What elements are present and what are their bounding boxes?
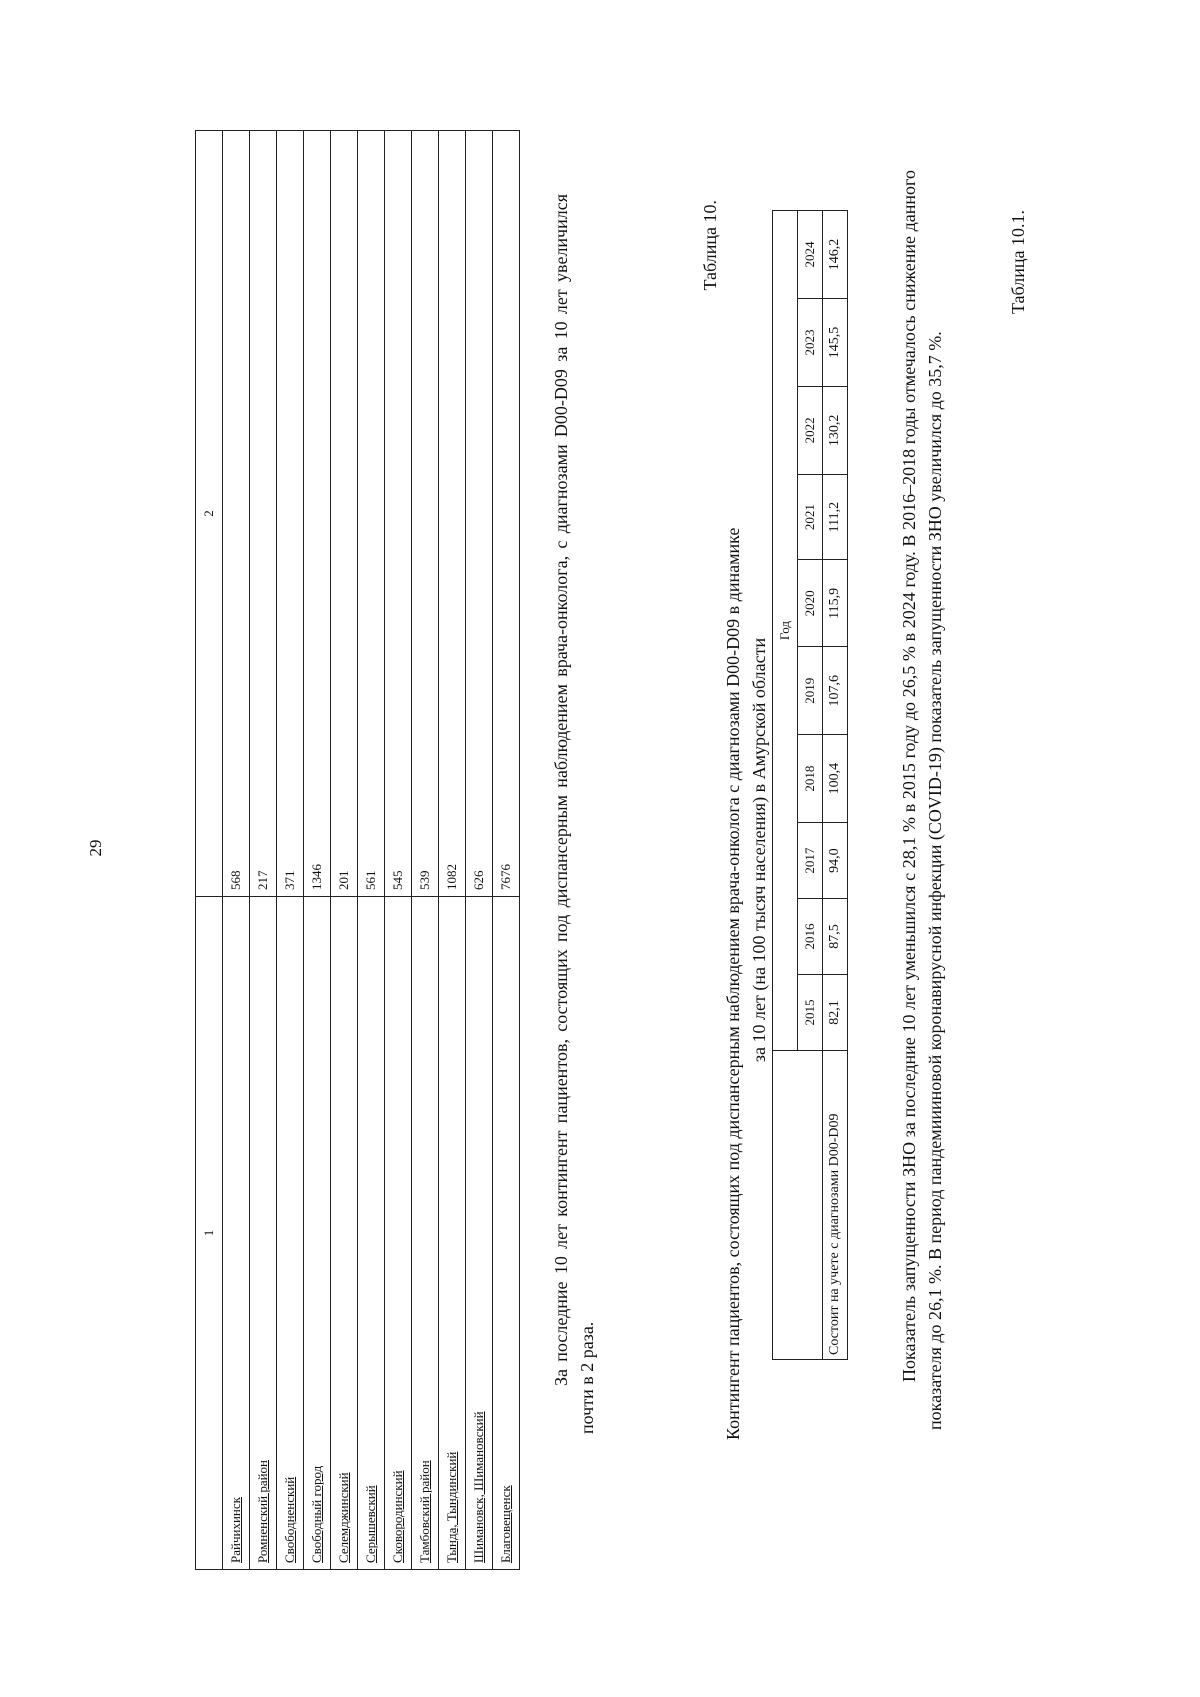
value-cell: 100,4 <box>823 735 848 823</box>
district-name: Шимановск, Шимановский <box>466 897 493 1570</box>
year-header-cell: 2017 <box>798 823 823 899</box>
column-header-2: 2 <box>196 131 223 897</box>
district-name: Ромненский район <box>250 897 277 1570</box>
district-name: Райчихинск <box>223 897 250 1570</box>
caption-line-2: за 10 лет (на 100 тысяч населения) в Амурской области <box>749 637 769 1063</box>
table-row <box>277 131 304 1570</box>
table-row <box>466 131 493 1570</box>
year-header-cell: 2024 <box>798 211 823 299</box>
rotated-page-content <box>160 130 1040 1570</box>
district-value: 539 <box>412 131 439 897</box>
district-name: Тында, Тындинский <box>439 897 466 1570</box>
year-header-cell: 2015 <box>798 975 823 1051</box>
district-name: Свободный город <box>304 897 331 1570</box>
table-row <box>385 131 412 1570</box>
year-dynamics-table <box>772 210 848 1360</box>
paragraph-patients-contingent: За последние 10 лет контингент пациентов, состоящих под диспансерным наблюдением врача-онколога, с диагнозами D00-D09 за 10 лет увеличился почти в 2 раза. <box>551 194 597 1434</box>
value-cell: 107,6 <box>823 647 848 735</box>
district-value: 7676 <box>493 131 520 897</box>
table-row <box>412 131 439 1570</box>
year-header-cell: 2019 <box>798 647 823 735</box>
year-header-cell: 2021 <box>798 474 823 560</box>
table-row <box>304 131 331 1570</box>
year-header-cell: 2022 <box>798 386 823 474</box>
table-row <box>493 131 520 1570</box>
value-cell: 87,5 <box>823 899 848 975</box>
district-table <box>195 130 520 1570</box>
district-value: 217 <box>250 131 277 897</box>
table-row <box>331 131 358 1570</box>
district-name: Благовещенск <box>493 897 520 1570</box>
table-10-label: Таблица 10. <box>700 200 720 291</box>
district-value: 561 <box>358 131 385 897</box>
year-header-cell: 2016 <box>798 899 823 975</box>
year-header-cell: 2020 <box>798 560 823 647</box>
value-cell: 115,9 <box>823 560 848 647</box>
year-header-cell: 2023 <box>798 299 823 387</box>
value-cell: 130,2 <box>823 386 848 474</box>
value-cell: 94,0 <box>823 823 848 899</box>
table-header-row <box>196 131 223 1570</box>
district-name: Селемджинский <box>331 897 358 1570</box>
year-group-header-row <box>773 211 798 1360</box>
table-row <box>223 131 250 1570</box>
district-value: 545 <box>385 131 412 897</box>
value-cell: 146,2 <box>823 211 848 299</box>
district-name: Серышевский <box>358 897 385 1570</box>
table-10-1-label: Таблица 10.1. <box>1008 210 1028 314</box>
values-row <box>823 211 848 1360</box>
table-row <box>250 131 277 1570</box>
district-value: 626 <box>466 131 493 897</box>
column-header-1: 1 <box>196 897 223 1570</box>
district-name: Свободненский <box>277 897 304 1570</box>
district-value: 201 <box>331 131 358 897</box>
value-cell: 82,1 <box>823 975 848 1051</box>
district-value: 371 <box>277 131 304 897</box>
value-cell: 111,2 <box>823 474 848 560</box>
value-cell: 145,5 <box>823 299 848 387</box>
table-row <box>358 131 385 1570</box>
district-value: 1082 <box>439 131 466 897</box>
year-header-cell: 2018 <box>798 735 823 823</box>
table-row <box>439 131 466 1570</box>
empty-corner-cell <box>773 1051 823 1360</box>
page-number: 29 <box>86 839 105 857</box>
caption-line-1: Контингент пациентов, состоящих под диспансерным наблюдением врача-онколога с диагнозами D00-D09 в динамике <box>723 527 743 1440</box>
row-label: Состоит на учете с диагнозами D00-D09 <box>823 1051 848 1360</box>
year-group-header: Год <box>773 211 798 1051</box>
district-name: Тамбовский район <box>412 897 439 1570</box>
district-name: Сковородинский <box>385 897 412 1570</box>
district-value: 568 <box>223 131 250 897</box>
paragraph-neglect-rate: Показатель запущенности ЗНО за последние 10 лет уменьшился с 28,1 % в 2015 году до 26,5 % в 2024 году. В 2016–2018 годы отмечалось снижение данного показателя до 26,1 %. В период пандемиииновой коронавирусной инфекции (COVID-19) показатель запущенности ЗНО увеличился до 35,7 %. <box>899 170 945 1430</box>
district-value: 1346 <box>304 131 331 897</box>
table-10-caption <box>720 260 772 1440</box>
